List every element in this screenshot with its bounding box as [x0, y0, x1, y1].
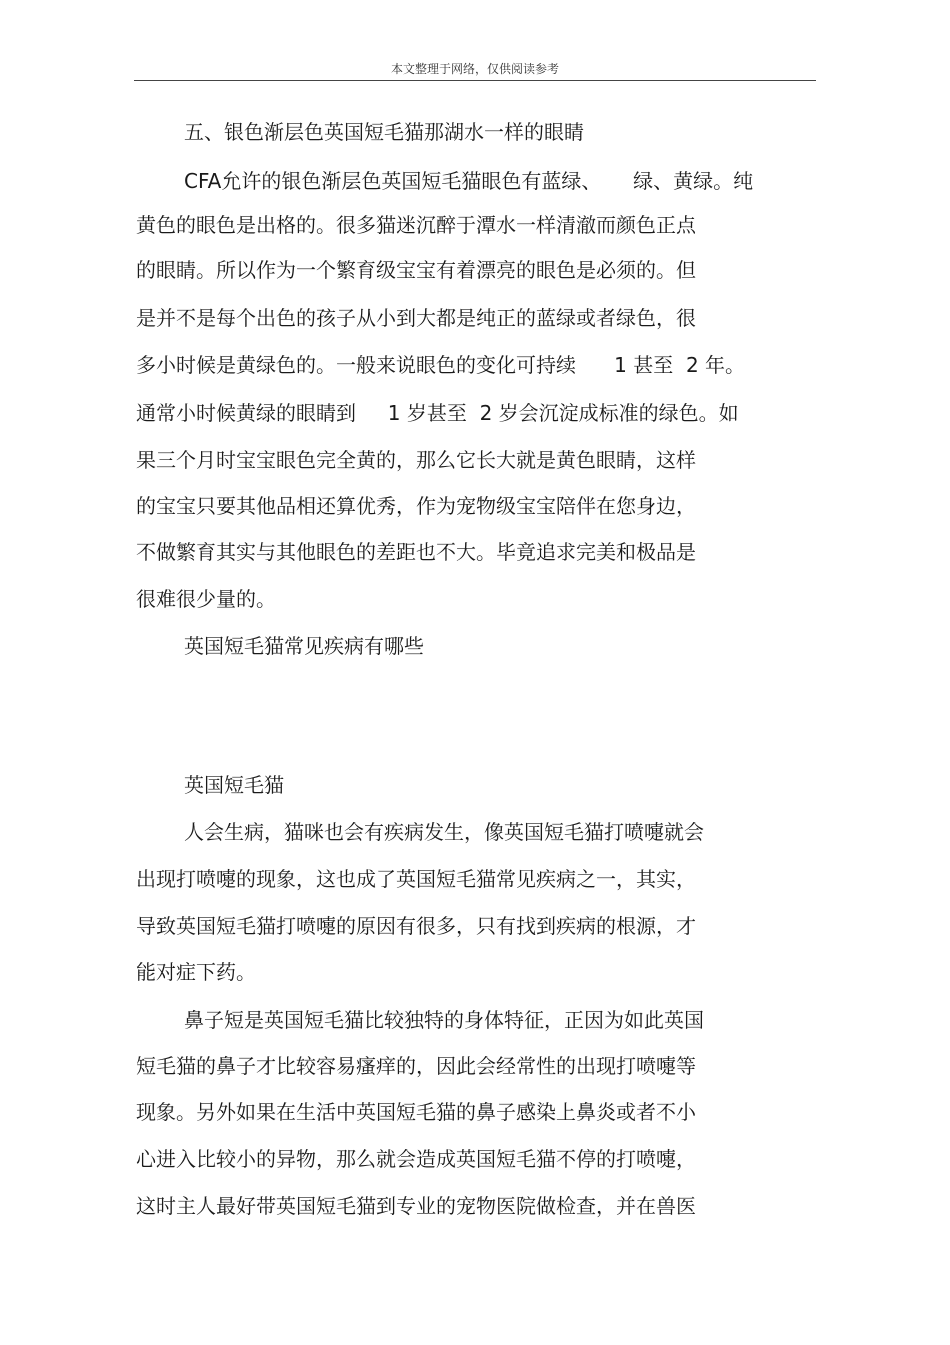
- paragraph-line: 多小时候是黄绿色的。一般来说眼色的变化可持续 1 甚至 2 年。: [136, 353, 746, 377]
- paragraph-line: 出现打喷嚏的现象，这也成了英国短毛猫常见疾病之一，其实，: [136, 867, 696, 891]
- section-heading: 五、银色渐层色英国短毛猫那湖水一样的眼睛: [184, 120, 584, 144]
- header-divider: [134, 80, 816, 81]
- paragraph-line: 人会生病，猫咪也会有疾病发生，像英国短毛猫打喷嚏就会: [184, 820, 704, 844]
- paragraph-line: 短毛猫的鼻子才比较容易瘙痒的，因此会经常性的出现打喷嚏等: [136, 1054, 696, 1078]
- paragraph-line: 果三个月时宝宝眼色完全黄的，那么它长大就是黄色眼睛，这样: [136, 448, 696, 472]
- paragraph-line: 不做繁育其实与其他眼色的差距也不大。毕竟追求完美和极品是: [136, 540, 696, 564]
- paragraph-line: 心进入比较小的异物，那么就会造成英国短毛猫不停的打喷嚏，: [136, 1147, 696, 1171]
- section-heading: 英国短毛猫常见疾病有哪些: [184, 634, 424, 658]
- paragraph-line: 黄色的眼色是出格的。很多猫迷沉醉于潭水一样清澈而颜色正点: [136, 213, 696, 237]
- paragraph-line: 现象。另外如果在生活中英国短毛猫的鼻子感染上鼻炎或者不小: [136, 1100, 696, 1124]
- paragraph-line: 是并不是每个出色的孩子从小到大都是纯正的蓝绿或者绿色，很: [136, 306, 696, 330]
- subheading: 英国短毛猫: [184, 773, 284, 797]
- paragraph-line: 能对症下药。: [136, 960, 256, 984]
- paragraph-line: CFA允许的银色渐层色英国短毛猫眼色有蓝绿、 绿、黄绿。纯: [184, 169, 754, 193]
- paragraph-line: 这时主人最好带英国短毛猫到专业的宠物医院做检查，并在兽医: [136, 1194, 696, 1218]
- paragraph-line: 很难很少量的。: [136, 587, 276, 611]
- paragraph-line: 的眼睛。所以作为一个繁育级宝宝有着漂亮的眼色是必须的。但: [136, 258, 696, 282]
- paragraph-line: 导致英国短毛猫打喷嚏的原因有很多，只有找到疾病的根源，才: [136, 914, 696, 938]
- paragraph-line: 鼻子短是英国短毛猫比较独特的身体特征，正因为如此英国: [184, 1008, 704, 1032]
- page-header: 本文整理于网络，仅供阅读参考: [390, 62, 559, 76]
- paragraph-line: 通常小时候黄绿的眼睛到 1 岁甚至 2 岁会沉淀成标准的绿色。如: [136, 401, 739, 425]
- paragraph-line: 的宝宝只要其他品相还算优秀，作为宠物级宝宝陪伴在您身边，: [136, 494, 696, 518]
